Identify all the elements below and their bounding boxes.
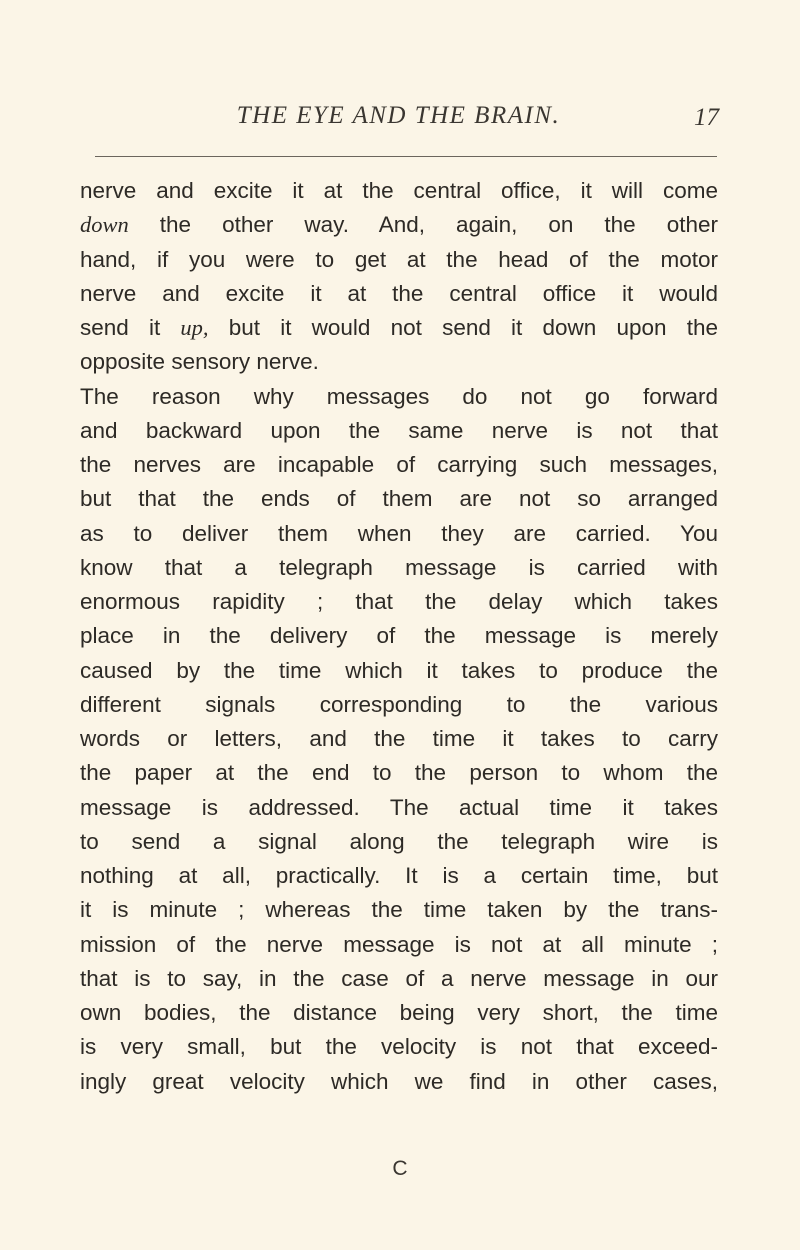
text-line: nerve and excite it at the central office it would — [80, 280, 718, 306]
running-title: THE EYE AND THE BRAIN. — [236, 102, 561, 129]
running-head — [78, 100, 719, 140]
text-line: but that the ends of them are not so arranged — [80, 486, 718, 512]
text-line: it is minute ; whereas the time taken by the trans- — [80, 897, 718, 923]
text-line: ingly great velocity which we find in other cases, — [80, 1068, 718, 1094]
text-line: as to deliver them when they are carried. You — [80, 520, 718, 546]
text-line: place in the delivery of the message is merely — [80, 623, 718, 649]
text-line: words or letters, and the time it takes to carry — [80, 726, 718, 751]
text-line: is very small, but the velocity is not that exceed- — [80, 1034, 718, 1060]
text-line: down the other way. And, again, on the other — [80, 212, 718, 238]
italic-word: down — [80, 212, 129, 238]
header-rule — [95, 156, 717, 157]
body-text — [80, 174, 718, 1099]
text-line: to send a signal along the telegraph wire is — [80, 828, 718, 854]
text-line: enormous rapidity ; that the delay which takes — [80, 589, 718, 614]
text-line: and backward upon the same nerve is not that — [80, 417, 718, 443]
text-line: hand, if you were to get at the head of the motor — [80, 246, 718, 272]
text-line: the nerves are incapable of carrying such messages, — [80, 452, 718, 477]
text-line: caused by the time which it takes to produce the — [80, 657, 718, 683]
text-line: The reason why messages do not go forward — [80, 383, 718, 409]
signature-mark: C — [392, 1157, 408, 1180]
text-line: know that a telegraph message is carried with — [80, 554, 718, 580]
text-line: nerve and excite it at the central office, it will come — [80, 178, 718, 203]
text-line: send it up, but it would not send it down upon the — [80, 315, 718, 340]
page-number: 17 — [694, 104, 719, 131]
text-line: own bodies, the distance being very short, the time — [80, 1000, 718, 1025]
text-line: message is addressed. The actual time it takes — [80, 794, 718, 820]
text-line: mission of the nerve message is not at all minute ; — [80, 931, 718, 957]
text-line: opposite sensory nerve. — [80, 349, 319, 375]
text-line: the paper at the end to the person to whom the — [80, 760, 718, 786]
text-line: nothing at all, practically. It is a certain time, but — [80, 863, 718, 888]
text-line: different signals corresponding to the various — [80, 691, 718, 717]
italic-word: up, — [180, 315, 209, 340]
text-line: that is to say, in the case of a nerve message in our — [80, 965, 718, 991]
